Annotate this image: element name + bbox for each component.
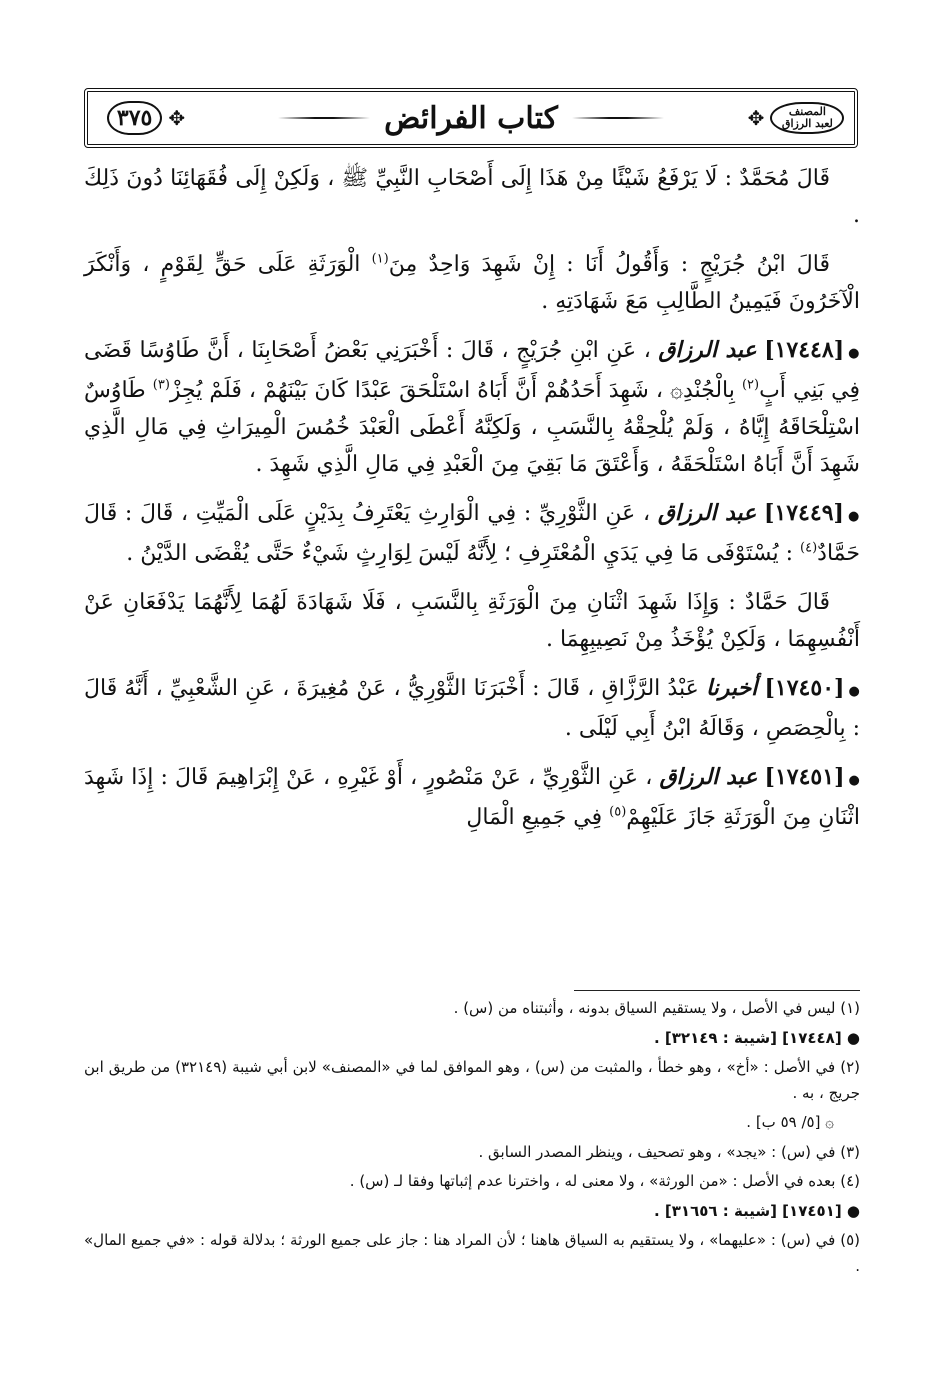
book-logo-line2: لعبد الرزاق: [781, 117, 833, 130]
hadith-entry-17450: [84, 670, 860, 747]
bullet-icon: ●: [847, 509, 861, 524]
folio-marker-icon: ۞: [670, 378, 683, 403]
knot-ornament-icon: ✥: [747, 106, 765, 130]
footnote-1: (١) ليس في الأصل ، ولا يستقيم السياق بدونه ، وأثبتناه من (س) .: [453, 999, 860, 1017]
entry-number: [١٧٤٤٨]: [764, 337, 845, 363]
footnote-ref-2: (٢): [741, 377, 760, 393]
text-run: ، شَهِدَ أَحَدُهُمْ أَنَّ أَبَاهُ اسْتَلْحَقَ عَبْدًا كَانَ بَيْنَهُمْ ، فَلَمْ يُجِزْ: [169, 378, 671, 403]
text-run: بِالْجُنْدِ: [682, 378, 742, 403]
hadith-entry-17451: [84, 759, 860, 836]
entry-number: [١٧٤٤٩]: [764, 500, 844, 526]
text-run: الْوَرَثَةِ عَلَى حَقٍّ لِقَوْمٍ ، وَأَنْكَرَ الْآخَرُونَ فَيَمِينُ الطَّالِبِ مَعَ شَهَادَتِهِ .: [84, 252, 860, 314]
page-header: [84, 88, 858, 148]
text-run: قَالَ ابْنُ جُرَيْجٍ : وَأَقُولُ أَنَا : إِنْ شَهِدَ وَاحِدٌ مِنَ: [388, 252, 830, 277]
book-logo: [770, 102, 844, 133]
header-right-ornament: [740, 94, 852, 142]
bullet-icon: ●: [848, 346, 861, 361]
footnote-text: [١٧٤٥١] [شيبة : ٣١٦٥٦] .: [654, 1201, 842, 1220]
entry-source: أخبرنا: [705, 675, 758, 701]
footnote-ref-5: (٥): [609, 804, 627, 820]
footnote-ref-3: (٣): [152, 377, 170, 393]
hadith-entry-17448: [84, 332, 860, 483]
bullet-icon: ●: [841, 1201, 860, 1220]
paragraph-muhammad: قَالَ مُحَمَّدٌ : لَا يَرْفَعُ شَيْئًا مِنْ هَذَا إِلَى أَصْحَابِ النَّبِيِّ ﷺ ، وَلَكِنْ إِلَى فُقَهَائِنَا دُونَ ذَلِكَ .: [84, 166, 860, 228]
footnote-ref-17448: [84, 1026, 860, 1052]
chapter-title-box: [264, 92, 678, 144]
text-run: ، عَنِ الثَّوْرِيِّ ، عَنْ مَنْصُورٍ ، أَوْ غَيْرِهِ ، عَنْ إِبْرَاهِيمَ قَالَ : إِذَا شَهِدَ اثْنَانِ مِنَ الْوَرَثَةِ جَازَ عَلَيْهِمْ: [84, 765, 860, 830]
main-text: [84, 160, 860, 848]
entry-source: عبد الرزاق: [657, 500, 757, 526]
paragraph-ibn-jurayj: [84, 246, 860, 320]
text-run: ، عَنِ ابْنِ جُرَيْجٍ ، قَالَ : أَخْبَرَنِي بَعْضُ أَصْحَابِنَا ، أَنَّ طَاوُسًا قَضَى فِي بَنِي أَبٍ: [84, 338, 860, 403]
text-run: عَبْدُ الرَّزَّاقِ ، قَالَ : أَخْبَرَنَا الثَّوْرِيُّ ، عَنْ مُغِيرَةَ ، عَنِ الشَّعْبِيِّ ، أَنَّهُ قَالَ : بِالْحِصَصِ ، وَقَالَهُ ابْنُ أَبِي لَيْلَى .: [84, 676, 860, 741]
text-run: فِي جَمِيعِ الْمَالِ: [466, 805, 610, 830]
entry-source: عبد الرزاق: [658, 337, 757, 363]
hadith-entry-17449: [84, 495, 860, 572]
bullet-icon: ●: [841, 1028, 860, 1047]
entry-number: [١٧٤٥٠]: [764, 675, 845, 701]
text-run: : يُسْتَوْفَى مَا فِي يَدَيِ الْمُعْتَرِفِ ؛ لِأَنَّهُ لَيْسَ لِوَارِثٍ شَيْءٌ حَتَّى يُقْضَى الدَّيْنُ .: [126, 541, 801, 566]
text-run: ، عَنِ الثَّوْرِيِّ : فِي الْوَارِثِ يَعْتَرِفُ بِدَيْنٍ عَلَى الْمَيِّتِ ، قَالَ : قَالَ حَمَّادٌ: [84, 501, 860, 566]
footnote-3: (٣) في (س) : «يجد» ، وهو تصحيف ، وينظر المصدر السابق .: [478, 1142, 860, 1161]
footnote-ref-4: (٤): [800, 540, 818, 556]
footnote-separator: [574, 990, 860, 991]
text-run: طَاوُسٌ اسْتِلْحَاقَهُ إِيَّاهُ ، وَلَمْ يُلْحِقْهُ بِالنَّسَبِ ، وَلَكِنَّهُ أَعْطَى الْعَبْدَ خُمُسَ الْمِيرَاثِ فِي مَالِ الَّذِي شَهِدَ أَنَّ أَبَاهُ اسْتَلْحَقَهُ ، وَأَعْتَقَ مَا بَقِيَ مِنَ الْعَبْدِ فِي مَالِ الَّذِي شَهِدَ .: [84, 378, 860, 477]
knot-ornament-icon: ✥: [168, 106, 186, 130]
folio-marker-note: ۞ [٥/ ٥٩ ب] .: [746, 1113, 834, 1131]
entry-number: [١٧٤٥١]: [764, 764, 845, 790]
footnote-ref-17451: [84, 1199, 860, 1225]
footnote-4: (٤) بعده في الأصل : «من الورثة» ، ولا معنى له ، واخترنا عدم إثباتها وفقا لـ (س) .: [349, 1172, 860, 1190]
bullet-icon: ●: [848, 773, 860, 788]
paragraph-hammad: قَالَ حَمَّادٌ : وَإِذَا شَهِدَ اثْنَانِ مِنَ الْوَرَثَةِ بِالنَّسَبِ ، فَلَا شَهَادَةَ لَهُمَا لِأَنَّهُمَا يَدْفَعَانِ عَنْ أَنْفُسِهِمَا ، وَلَكِنْ يُؤْخَذُ مِنْ نَصِيبِهِمَا .: [84, 590, 860, 652]
footnotes: [84, 996, 860, 1283]
book-logo-line1: المصنف: [788, 105, 826, 119]
page-number: ٣٧٥: [107, 101, 162, 135]
footnote-2: (٢) في الأصل : «أخ» ، وهو خطأ ، والمثبت من (س) ، وهو الموافق لما في «المصنف» لابن أبي شيبة (٣٢١٤٩) من طريق ابن جريج ، به .: [84, 1058, 860, 1102]
footnote-5: (٥) في (س) : «عليهما» ، ولا يستقيم به السياق هاهنا ؛ لأن المراد هنا : جاز على جميع الورثة ؛ بدلالة قوله : «في جميع المال» .: [84, 1231, 860, 1275]
bullet-icon: ●: [848, 684, 860, 699]
header-left-ornament: [90, 94, 202, 142]
entry-source: عبد الرزاق: [659, 764, 758, 790]
chapter-title: كتاب الفرائض: [384, 100, 558, 136]
footnote-ref-1: (١): [371, 251, 389, 267]
footnote-text: [١٧٤٤٨] [شيبة : ٣٢١٤٩] .: [654, 1028, 842, 1047]
